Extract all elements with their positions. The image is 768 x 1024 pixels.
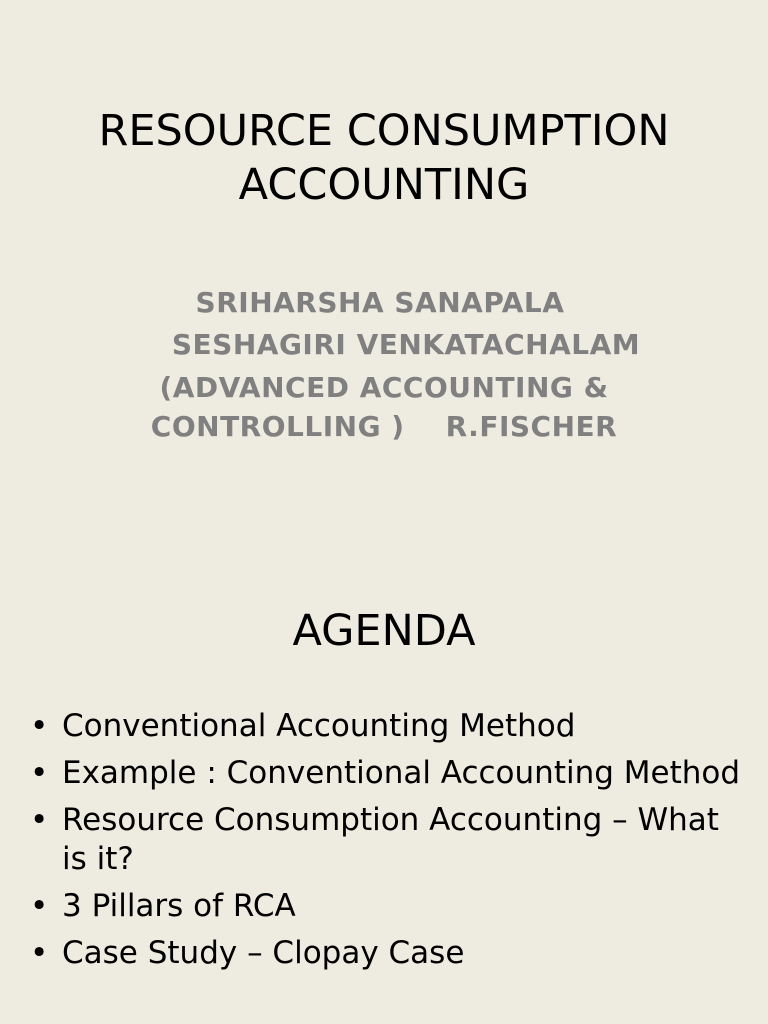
agenda-item bbox=[30, 801, 750, 879]
agenda-title: AGENDA bbox=[292, 606, 476, 656]
agenda-item bbox=[30, 754, 750, 793]
author-1: SRIHARSHA SANAPALA bbox=[195, 286, 565, 319]
course-line-1: (ADVANCED ACCOUNTING & bbox=[159, 371, 609, 404]
title-line-2: ACCOUNTING bbox=[238, 160, 530, 210]
course-line-2: CONTROLLING ) R.FISCHER bbox=[150, 410, 618, 443]
presentation-subtitle bbox=[0, 284, 768, 446]
agenda-item bbox=[30, 934, 750, 973]
bullet-icon: • bbox=[30, 935, 49, 971]
bullet-icon: • bbox=[30, 802, 49, 838]
agenda-item-text: 3 Pillars of RCA bbox=[62, 888, 296, 924]
agenda-item-text: Conventional Accounting Method bbox=[62, 708, 576, 744]
agenda-item bbox=[30, 887, 750, 926]
title-line-1: RESOURCE CONSUMPTION bbox=[98, 106, 670, 156]
agenda-list bbox=[30, 707, 750, 981]
bullet-icon: • bbox=[30, 708, 49, 744]
author-2: SESHAGIRI VENKATACHALAM bbox=[171, 328, 641, 361]
agenda-item bbox=[30, 707, 750, 746]
bullet-icon: • bbox=[30, 755, 49, 791]
agenda-slide bbox=[0, 512, 768, 1024]
agenda-item-text: Example : Conventional Accounting Method bbox=[62, 755, 741, 791]
agenda-item-text: Resource Consumption Accounting – What is it? bbox=[62, 802, 719, 877]
presentation-title bbox=[0, 104, 768, 212]
bullet-icon: • bbox=[30, 888, 49, 924]
agenda-item-text: Case Study – Clopay Case bbox=[62, 935, 465, 971]
